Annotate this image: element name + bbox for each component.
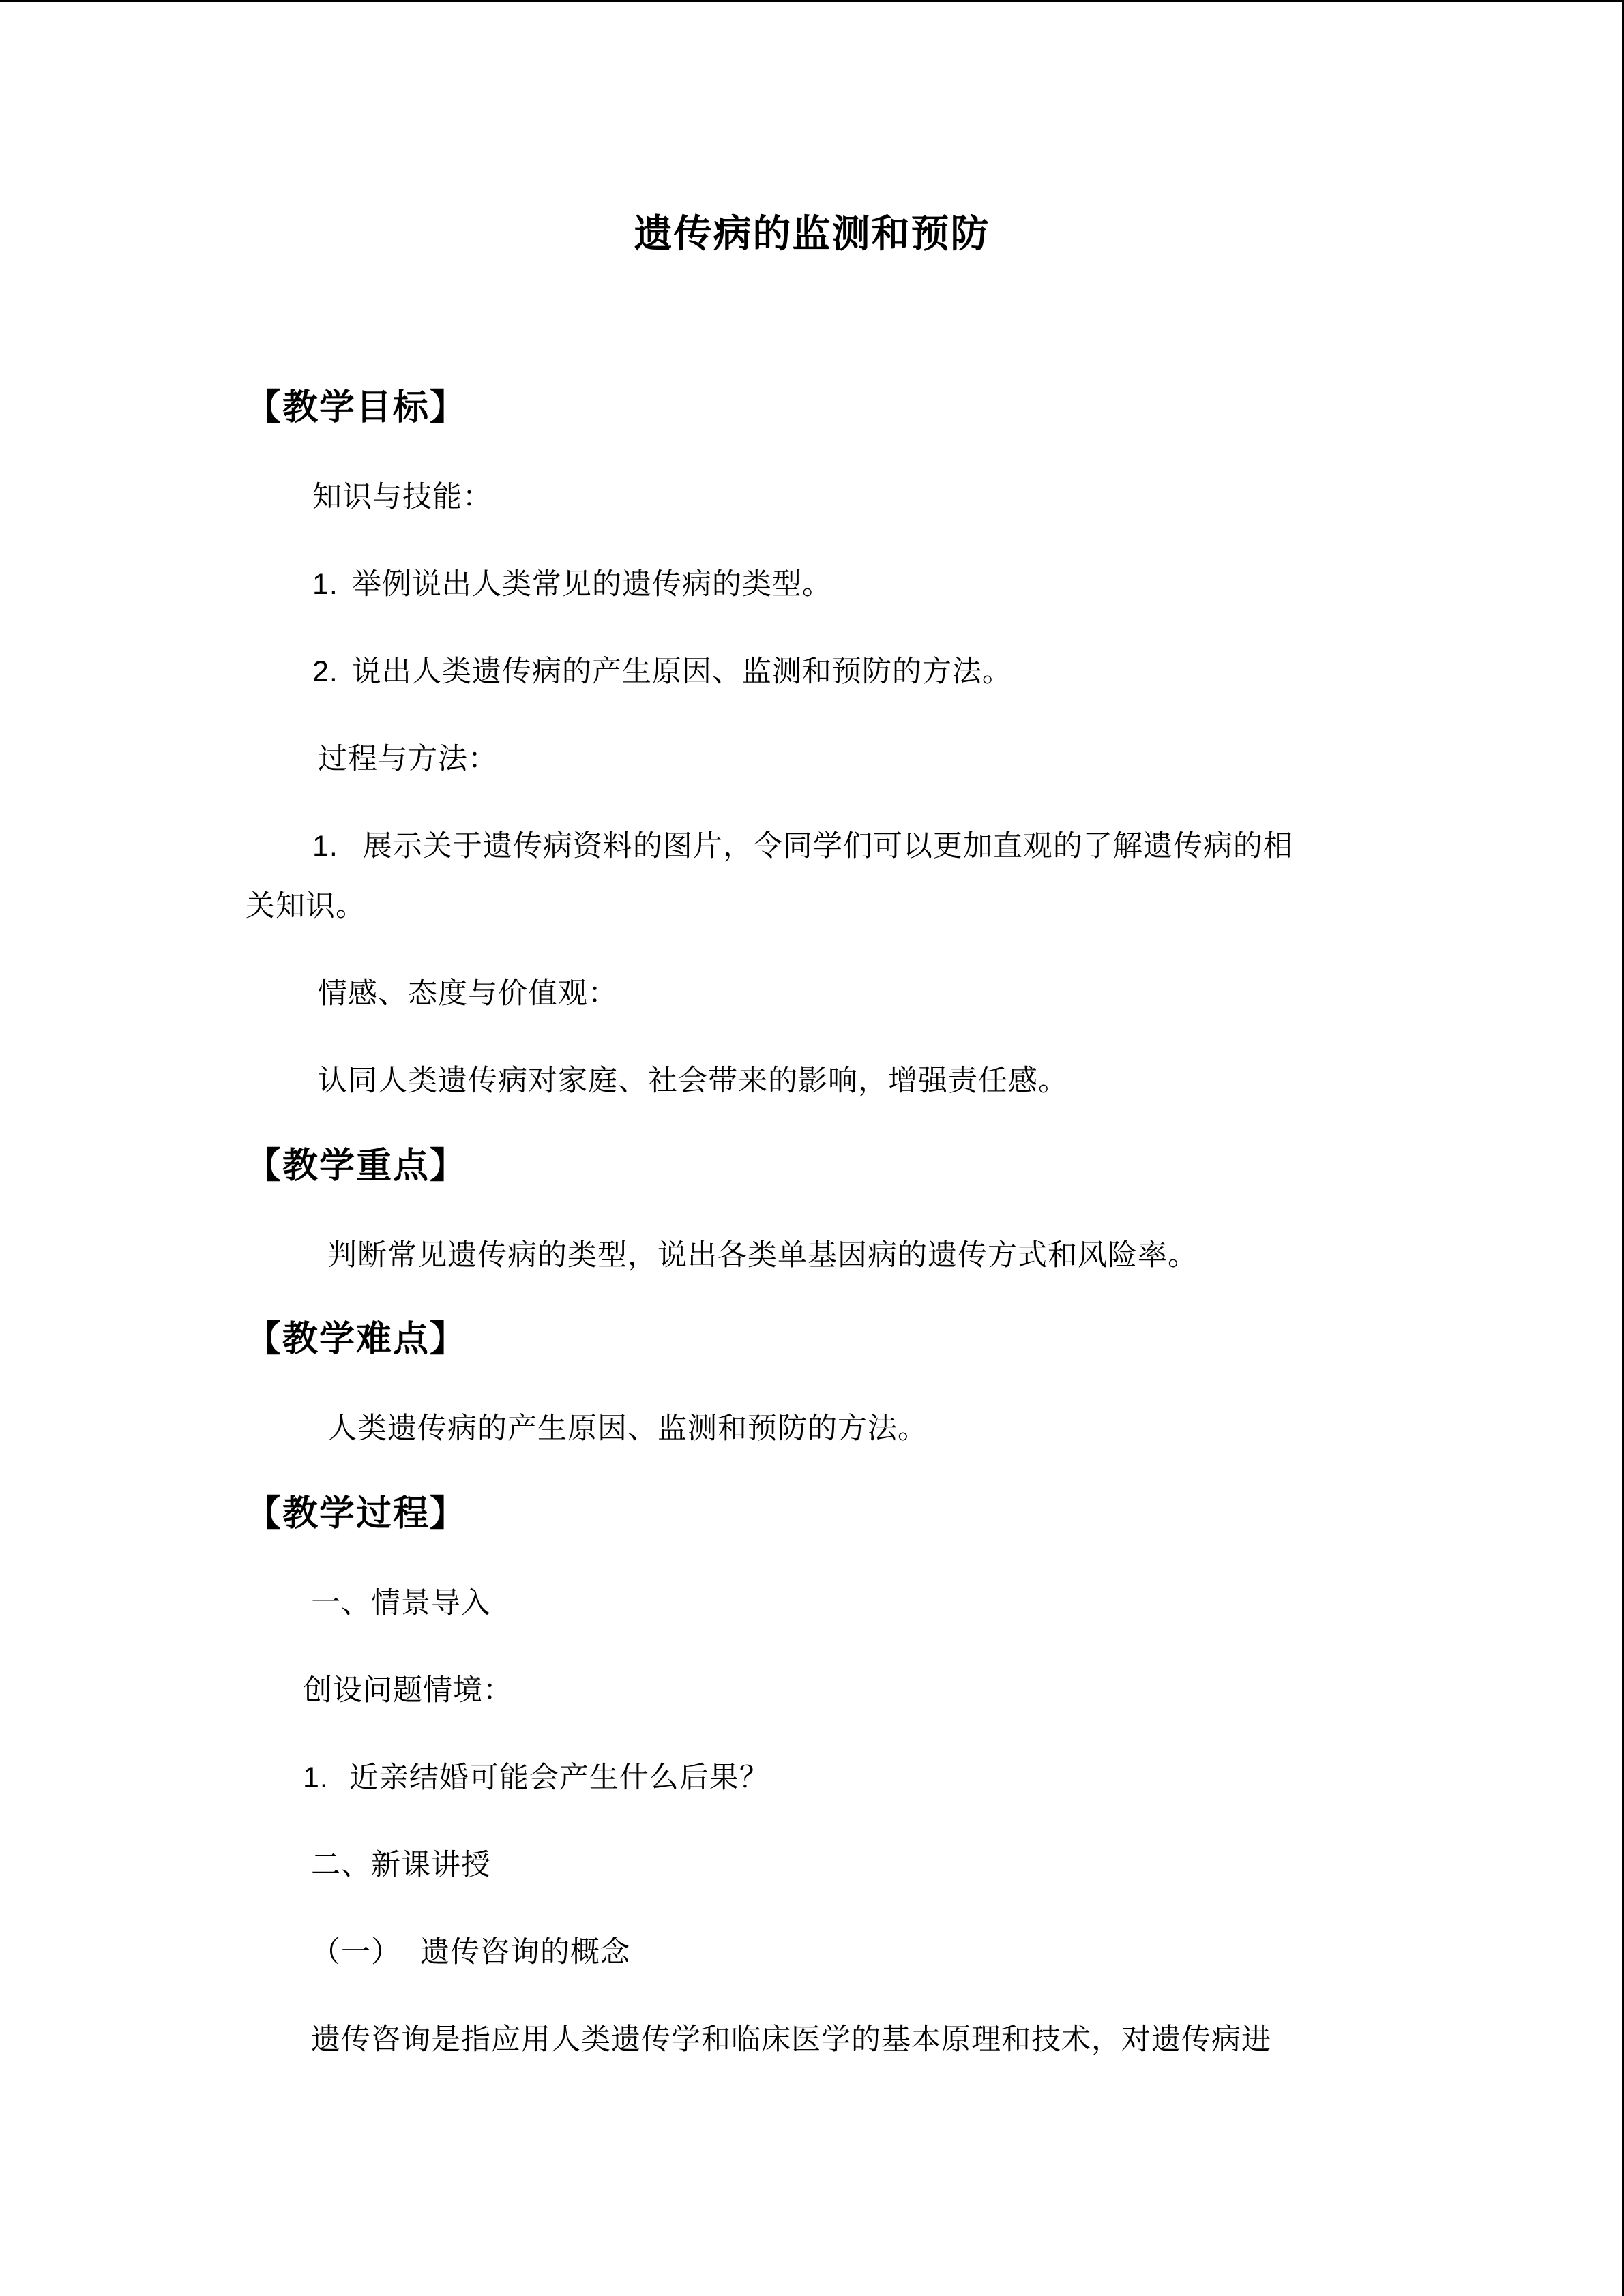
subsection-number: （一） <box>311 1935 401 1969</box>
process-label: 过程与方法： <box>318 742 498 776</box>
knowledge-label: 知识与技能： <box>312 480 492 514</box>
scenario-label: 创设问题情境： <box>303 1673 513 1708</box>
knowledge-item-2 <box>312 651 1012 692</box>
list-text: 近亲结婚可能会产生什么后果？ <box>349 1761 769 1795</box>
list-text: 举例说出人类常见的遗传病的类型。 <box>351 567 832 601</box>
definition-text: 遗传咨询是指应用人类遗传学和临床医学的基本原理和技术，对遗传病进 <box>311 2023 1271 2057</box>
difficulties-text: 人类遗传病的产生原因、监测和预防的方法。 <box>327 1412 928 1446</box>
knowledge-item-1 <box>312 564 832 605</box>
subsection-heading <box>311 1932 630 1973</box>
emotion-label: 情感、态度与价值观： <box>318 976 618 1011</box>
heading-key-points: 【教学重点】 <box>246 1146 467 1187</box>
heading-process: 【教学过程】 <box>246 1493 467 1534</box>
emotion-text: 认同人类遗传病对家庭、社会带来的影响，增强责任感。 <box>318 1064 1068 1098</box>
list-number: 2. <box>312 655 338 688</box>
list-text: 展示关于遗传病资料的图片，令同学们可以更加直观的了解遗传病的相 <box>362 829 1293 863</box>
process-item-1-continued: 关知识。 <box>246 889 366 923</box>
list-number: 1. <box>303 1761 329 1794</box>
list-text: 说出人类遗传病的产生原因、监测和预防的方法。 <box>351 655 1012 689</box>
subsection-title: 遗传咨询的概念 <box>420 1935 630 1969</box>
key-points-text: 判断常见遗传病的类型，说出各类单基因病的遗传方式和风险率。 <box>327 1238 1198 1272</box>
list-number: 1. <box>312 568 338 601</box>
question-item-1 <box>303 1757 769 1798</box>
process-item-1 <box>312 826 1293 867</box>
list-number: 1. <box>312 830 338 863</box>
step-2: 二、新课讲授 <box>311 1848 491 1882</box>
heading-difficulties: 【教学难点】 <box>246 1319 467 1360</box>
document-title: 遗传病的监测和预防 <box>634 212 990 256</box>
heading-objectives: 【教学目标】 <box>246 387 467 428</box>
step-1: 一、情景导入 <box>311 1586 491 1620</box>
